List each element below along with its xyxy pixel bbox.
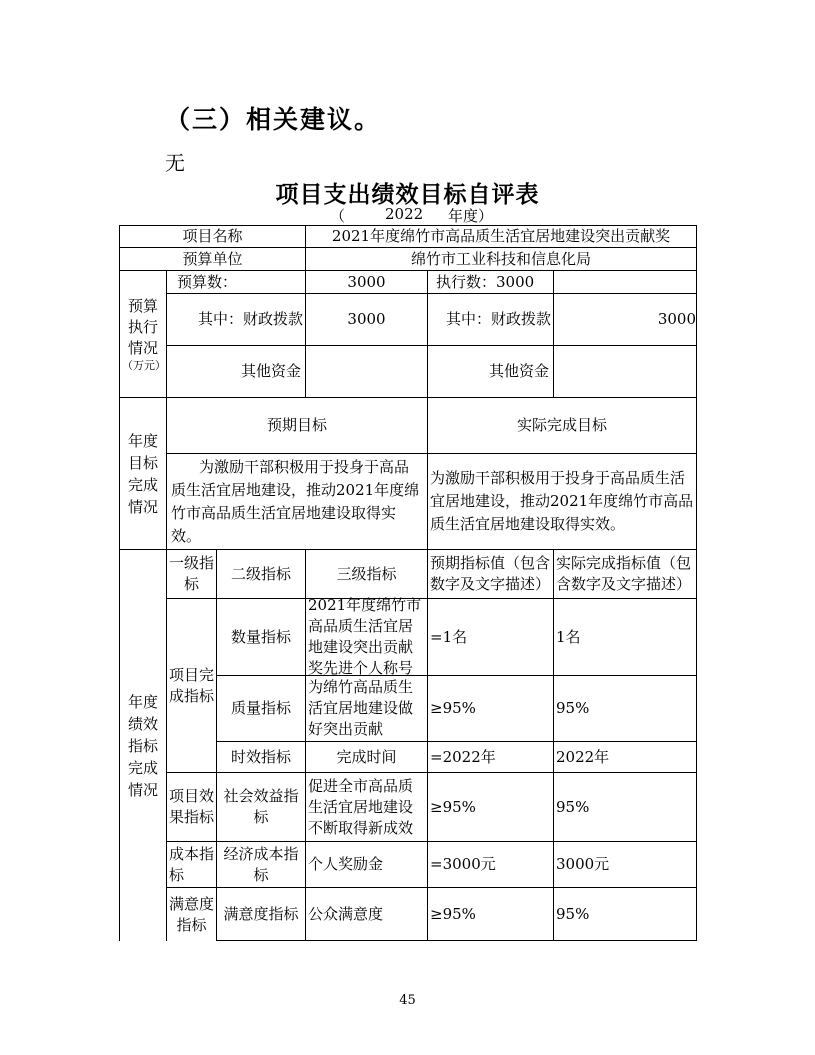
exec-count-label: 执行数：3000 <box>427 270 554 294</box>
fiscal-label: 其中：财政拨款 <box>166 293 306 346</box>
other-funds-budget <box>305 345 428 398</box>
budget-section-label <box>119 270 167 398</box>
header-level3: 三级指标 <box>305 549 428 599</box>
page-number: 45 <box>399 993 416 1008</box>
row-quantity-expected: =1名 <box>427 598 554 676</box>
other-funds-label: 其他资金 <box>166 345 306 398</box>
row-social-level2: 社会效益指标 <box>216 772 306 842</box>
group-satisfaction-label: 满意度指标 <box>166 887 217 941</box>
group-effect-label: 项目效果指标 <box>166 772 217 842</box>
goals-section-label <box>119 397 167 550</box>
row-quality-expected: ≥95% <box>427 675 554 742</box>
row-timeliness-actual: 2022年 <box>553 741 697 773</box>
row-cost-level3: 个人奖励金 <box>305 841 428 888</box>
row-quality-level2: 质量指标 <box>216 675 306 742</box>
header-level1: 一级指标 <box>166 549 217 599</box>
header-actual: 实际完成指标值（包含数字及文字描述） <box>553 549 697 599</box>
row-social-expected: ≥95% <box>427 772 554 842</box>
row-cost-actual: 3000元 <box>553 841 697 888</box>
suggestion-text: 无 <box>165 151 185 175</box>
budget-unit-label: 预算单位 <box>119 247 306 271</box>
row-satisfaction-actual: 95% <box>553 887 697 941</box>
row-satisfaction-expected: ≥95% <box>427 887 554 941</box>
row-quantity-level2: 数量指标 <box>216 598 306 676</box>
actual-goal-header: 实际完成目标 <box>427 397 697 454</box>
fiscal-exec-value: 3000 <box>553 293 697 346</box>
year-value: 2022 <box>385 205 424 223</box>
row-cost-expected: =3000元 <box>427 841 554 888</box>
header-expected: 预期指标值（包含数字及文字描述） <box>427 549 554 599</box>
row-timeliness-level2: 时效指标 <box>216 741 306 773</box>
actual-goal-text: 为激励干部积极用于投身于高品质生活宜居地建设，推动2021年度绵竹市高品质生活宜居地建设取得实效。 <box>427 453 697 550</box>
fiscal-budget-value: 3000 <box>305 293 428 346</box>
expected-goal-paragraph: 为激励干部积极用于投身于高品质生活宜居地建设，推动2021年度绵竹市高品质生活宜居地建设取得实效。 <box>171 457 420 545</box>
expected-goal-header: 预期目标 <box>166 397 428 454</box>
row-social-actual: 95% <box>553 772 697 842</box>
budget-section-unit: （万元） <box>122 359 166 372</box>
exec-count-value <box>553 270 697 294</box>
table-title: 项目支出绩效目标自评表 <box>275 182 540 208</box>
row-quantity-level3: 2021年度绵竹市高品质生活宜居地建设突出贡献奖先进个人称号 <box>305 598 428 676</box>
budget-section-title: 预算执行情况 <box>127 297 158 357</box>
goals-section-title: 年度目标完成情况 <box>127 431 158 516</box>
project-name-value: 2021年度绵竹市高品质生活宜居地建设突出贡献奖 <box>305 225 697 248</box>
budget-unit-value: 绵竹市工业科技和信息化局 <box>305 247 697 271</box>
row-satisfaction-level2: 满意度指标 <box>216 887 306 941</box>
expected-goal-text <box>166 453 428 550</box>
indicators-section-title: 年度绩效指标完成情况 <box>127 692 158 799</box>
row-satisfaction-level3: 公众满意度 <box>305 887 428 941</box>
row-quality-actual: 95% <box>553 675 697 742</box>
row-timeliness-level3: 完成时间 <box>305 741 428 773</box>
row-timeliness-expected: =2022年 <box>427 741 554 773</box>
row-cost-level2: 经济成本指标 <box>216 841 306 888</box>
other-funds-exec-label: 其他资金 <box>427 345 554 398</box>
year-open: （ <box>330 207 346 225</box>
budget-count-value: 3000 <box>305 270 428 294</box>
group-completion-label: 项目完成指标 <box>166 598 217 773</box>
row-quantity-actual: 1名 <box>553 598 697 676</box>
row-social-level3: 促进全市高品质生活宜居地建设不断取得新成效 <box>305 772 428 842</box>
year-close: 年度） <box>448 207 494 225</box>
row-quality-level3: 为绵竹高品质生活宜居地建设做好突出贡献 <box>305 675 428 742</box>
other-funds-exec <box>553 345 697 398</box>
fiscal-exec-label: 其中：财政拨款 <box>427 293 554 346</box>
group-cost-label: 成本指标 <box>166 841 217 888</box>
budget-count-label: 预算数： <box>166 270 306 294</box>
header-level2: 二级指标 <box>216 549 306 599</box>
section-heading: （三）相关建议。 <box>165 105 382 134</box>
indicators-section-label <box>119 549 167 941</box>
project-name-label: 项目名称 <box>119 225 306 248</box>
